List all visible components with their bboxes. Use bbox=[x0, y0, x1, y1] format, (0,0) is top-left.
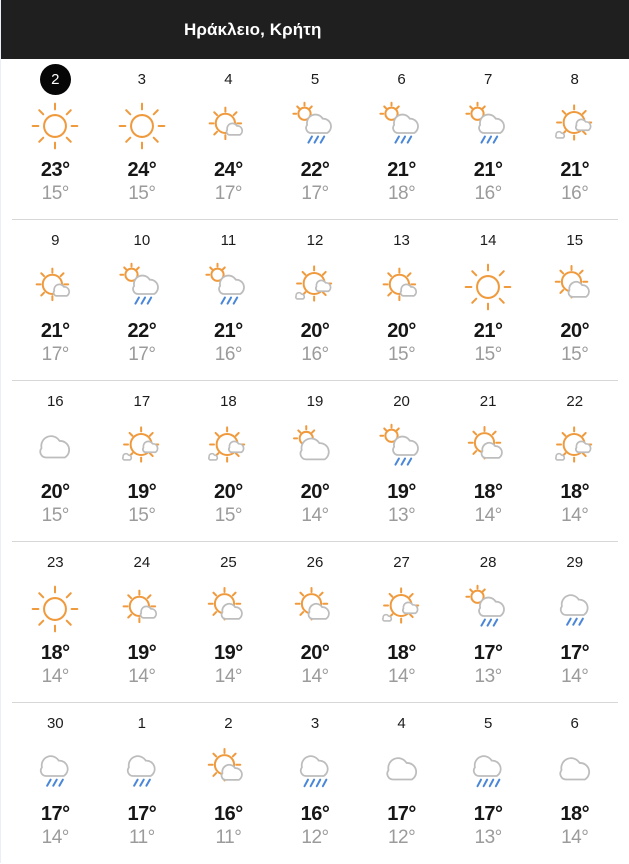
low-temperature: 16° bbox=[474, 183, 502, 204]
high-temperature: 18° bbox=[473, 481, 503, 503]
weather-icon-slot bbox=[374, 581, 430, 637]
day-number-wrap bbox=[126, 547, 157, 578]
day-number: 1 bbox=[137, 715, 147, 732]
day-cell[interactable] bbox=[358, 381, 445, 541]
day-number-wrap bbox=[473, 225, 504, 256]
day-number: 26 bbox=[306, 554, 324, 571]
low-temperature: 11° bbox=[215, 827, 242, 848]
low-temperature: 14° bbox=[301, 666, 329, 687]
sun-clouds-icon bbox=[200, 420, 256, 476]
day-cell[interactable] bbox=[531, 220, 618, 380]
sun-icon bbox=[27, 98, 83, 154]
weather-icon-slot bbox=[547, 259, 603, 315]
weather-icon-slot bbox=[460, 98, 516, 154]
day-number: 12 bbox=[306, 232, 324, 249]
day-cell[interactable] bbox=[445, 381, 532, 541]
heavy-rain-icon bbox=[287, 742, 343, 798]
day-number: 23 bbox=[46, 554, 64, 571]
sun-cloud-icon bbox=[547, 259, 603, 315]
high-temperature: 16° bbox=[214, 803, 243, 825]
low-temperature: 14° bbox=[561, 505, 589, 526]
day-number-wrap bbox=[213, 547, 244, 578]
cloud-sun-icon bbox=[287, 420, 343, 476]
day-cell[interactable] bbox=[531, 542, 618, 702]
sun-icon bbox=[460, 259, 516, 315]
day-number-wrap bbox=[386, 708, 417, 739]
high-temperature: 22° bbox=[300, 159, 330, 181]
day-cell[interactable] bbox=[12, 703, 99, 864]
weather-icon-slot bbox=[287, 742, 343, 798]
low-temperature: 14° bbox=[474, 505, 502, 526]
day-number-wrap bbox=[299, 64, 330, 95]
day-cell[interactable] bbox=[445, 542, 532, 702]
low-temperature: 14° bbox=[214, 666, 243, 687]
high-temperature: 18° bbox=[387, 642, 416, 664]
high-temperature: 17° bbox=[40, 803, 70, 825]
weather-icon-slot bbox=[460, 742, 516, 798]
weather-icon-slot bbox=[287, 259, 343, 315]
high-temperature: 20° bbox=[300, 481, 330, 503]
weather-icon-slot bbox=[374, 742, 430, 798]
weather-icon-slot bbox=[27, 420, 83, 476]
day-cell[interactable] bbox=[272, 59, 359, 219]
day-cell[interactable] bbox=[531, 381, 618, 541]
day-number-wrap bbox=[299, 386, 330, 417]
partly-sunny-icon bbox=[374, 259, 430, 315]
day-number: 4 bbox=[397, 715, 406, 732]
high-temperature: 19° bbox=[127, 481, 157, 503]
sun-cloud-icon bbox=[200, 581, 256, 637]
low-temperature: 15° bbox=[561, 344, 589, 365]
sun-cloud-icon bbox=[200, 742, 256, 798]
weather-icon-slot bbox=[374, 98, 430, 154]
day-number-wrap bbox=[40, 225, 71, 256]
day-cell[interactable] bbox=[272, 542, 359, 702]
day-cell[interactable] bbox=[99, 542, 186, 702]
day-number: 14 bbox=[479, 232, 497, 249]
low-temperature: 17° bbox=[128, 344, 156, 365]
day-number-wrap bbox=[213, 708, 244, 739]
low-temperature: 15° bbox=[474, 344, 502, 365]
low-temperature: 12° bbox=[387, 827, 416, 848]
partly-sunny-icon bbox=[27, 259, 83, 315]
heavy-rain-icon bbox=[460, 742, 516, 798]
sun-cloud-icon bbox=[460, 420, 516, 476]
day-number: 6 bbox=[570, 715, 579, 732]
day-number: 29 bbox=[566, 554, 584, 571]
day-number: 18 bbox=[220, 393, 237, 410]
calendar-grid bbox=[1, 59, 629, 864]
cloud-icon bbox=[547, 742, 603, 798]
weather-icon-slot bbox=[114, 98, 170, 154]
day-number: 6 bbox=[397, 71, 406, 88]
high-temperature: 20° bbox=[300, 320, 330, 342]
day-cell[interactable] bbox=[12, 59, 99, 219]
weather-icon-slot bbox=[114, 259, 170, 315]
day-cell[interactable] bbox=[99, 703, 186, 864]
day-cell[interactable] bbox=[12, 542, 99, 702]
sun-rain-icon bbox=[374, 420, 430, 476]
sun-rain-icon bbox=[374, 98, 430, 154]
high-temperature: 21° bbox=[40, 320, 70, 342]
day-number-wrap bbox=[126, 225, 157, 256]
day-number: 10 bbox=[133, 232, 151, 249]
weather-icon-slot bbox=[27, 98, 83, 154]
weather-icon-slot bbox=[114, 581, 170, 637]
sun-rain-icon bbox=[114, 259, 170, 315]
day-cell[interactable] bbox=[185, 703, 272, 864]
low-temperature: 14° bbox=[128, 666, 156, 687]
high-temperature: 17° bbox=[473, 803, 503, 825]
sun-cloud-icon bbox=[287, 581, 343, 637]
low-temperature: 15° bbox=[128, 505, 156, 526]
day-number: 2 bbox=[40, 64, 71, 95]
low-temperature: 14° bbox=[301, 505, 329, 526]
weather-icon-slot bbox=[200, 581, 256, 637]
high-temperature: 24° bbox=[214, 159, 243, 181]
day-number-wrap bbox=[386, 386, 417, 417]
day-number: 27 bbox=[393, 554, 410, 571]
low-temperature: 16° bbox=[214, 344, 243, 365]
high-temperature: 17° bbox=[387, 803, 416, 825]
day-cell[interactable] bbox=[99, 59, 186, 219]
day-number: 28 bbox=[479, 554, 497, 571]
weather-icon-slot bbox=[27, 742, 83, 798]
high-temperature: 19° bbox=[127, 642, 157, 664]
partly-sunny-icon bbox=[200, 98, 256, 154]
low-temperature: 13° bbox=[474, 666, 502, 687]
day-cell[interactable] bbox=[12, 381, 99, 541]
day-number: 16 bbox=[46, 393, 64, 410]
high-temperature: 20° bbox=[300, 642, 330, 664]
high-temperature: 22° bbox=[127, 320, 157, 342]
week-row bbox=[12, 703, 618, 864]
weather-icon-slot bbox=[200, 259, 256, 315]
rain-icon bbox=[27, 742, 83, 798]
low-temperature: 18° bbox=[387, 183, 416, 204]
low-temperature: 16° bbox=[301, 344, 329, 365]
high-temperature: 18° bbox=[560, 481, 590, 503]
day-cell[interactable] bbox=[185, 542, 272, 702]
sun-clouds-icon bbox=[547, 420, 603, 476]
day-number: 24 bbox=[133, 554, 151, 571]
day-number-wrap bbox=[559, 547, 590, 578]
high-temperature: 19° bbox=[387, 481, 416, 503]
day-number: 11 bbox=[220, 232, 237, 249]
day-number: 4 bbox=[224, 71, 233, 88]
sun-rain-icon bbox=[200, 259, 256, 315]
day-cell[interactable] bbox=[185, 381, 272, 541]
weather-icon-slot bbox=[200, 420, 256, 476]
high-temperature: 21° bbox=[387, 159, 416, 181]
high-temperature: 20° bbox=[560, 320, 590, 342]
high-temperature: 21° bbox=[560, 159, 590, 181]
day-number: 2 bbox=[224, 715, 233, 732]
low-temperature: 14° bbox=[41, 666, 69, 687]
day-number: 5 bbox=[310, 71, 320, 88]
weather-icon-slot bbox=[460, 420, 516, 476]
sun-clouds-icon bbox=[287, 259, 343, 315]
high-temperature: 21° bbox=[214, 320, 243, 342]
day-number-wrap bbox=[299, 708, 330, 739]
day-cell[interactable] bbox=[185, 59, 272, 219]
high-temperature: 20° bbox=[387, 320, 416, 342]
high-temperature: 21° bbox=[473, 159, 503, 181]
weather-icon-slot bbox=[547, 581, 603, 637]
day-cell[interactable] bbox=[185, 220, 272, 380]
weather-icon-slot bbox=[27, 581, 83, 637]
low-temperature: 15° bbox=[41, 183, 69, 204]
weather-icon-slot bbox=[287, 98, 343, 154]
high-temperature: 18° bbox=[40, 642, 70, 664]
day-number-wrap bbox=[40, 547, 71, 578]
day-number-wrap bbox=[559, 708, 590, 739]
day-number-wrap bbox=[126, 386, 157, 417]
cloud-icon bbox=[374, 742, 430, 798]
low-temperature: 15° bbox=[214, 505, 243, 526]
day-cell[interactable] bbox=[12, 220, 99, 380]
high-temperature: 21° bbox=[473, 320, 503, 342]
app-header bbox=[1, 0, 629, 59]
day-number-wrap bbox=[559, 386, 590, 417]
day-number: 3 bbox=[310, 715, 320, 732]
weather-icon-slot bbox=[547, 98, 603, 154]
day-number: 22 bbox=[566, 393, 584, 410]
low-temperature: 14° bbox=[561, 666, 589, 687]
day-number-wrap bbox=[213, 225, 244, 256]
high-temperature: 16° bbox=[300, 803, 330, 825]
day-cell[interactable] bbox=[445, 220, 532, 380]
day-number: 20 bbox=[393, 393, 410, 410]
day-number-wrap bbox=[40, 708, 71, 739]
week-row bbox=[12, 381, 618, 542]
weather-icon-slot bbox=[200, 98, 256, 154]
high-temperature: 24° bbox=[127, 159, 157, 181]
week-row bbox=[12, 220, 618, 381]
weather-icon-slot bbox=[200, 742, 256, 798]
day-number: 7 bbox=[483, 71, 493, 88]
day-cell[interactable] bbox=[531, 59, 618, 219]
day-number: 30 bbox=[46, 715, 64, 732]
rain-icon bbox=[114, 742, 170, 798]
day-number-wrap bbox=[299, 225, 330, 256]
weather-icon-slot bbox=[374, 259, 430, 315]
sun-icon bbox=[114, 98, 170, 154]
low-temperature: 14° bbox=[387, 666, 416, 687]
low-temperature: 17° bbox=[41, 344, 69, 365]
low-temperature: 13° bbox=[387, 505, 416, 526]
day-number-wrap bbox=[386, 547, 417, 578]
day-cell[interactable] bbox=[99, 381, 186, 541]
low-temperature: 14° bbox=[41, 827, 69, 848]
day-number: 25 bbox=[220, 554, 237, 571]
day-cell[interactable] bbox=[531, 703, 618, 864]
day-number-wrap bbox=[40, 386, 71, 417]
day-number-wrap bbox=[473, 386, 504, 417]
day-number: 5 bbox=[483, 715, 493, 732]
day-cell[interactable] bbox=[358, 542, 445, 702]
day-number-wrap bbox=[386, 225, 417, 256]
day-cell[interactable] bbox=[99, 220, 186, 380]
day-number-wrap bbox=[473, 708, 504, 739]
day-number: 19 bbox=[306, 393, 324, 410]
low-temperature: 15° bbox=[41, 505, 69, 526]
low-temperature: 11° bbox=[128, 827, 155, 848]
weather-icon-slot bbox=[547, 420, 603, 476]
day-number: 9 bbox=[51, 232, 60, 249]
day-number-wrap bbox=[213, 64, 244, 95]
sun-clouds-icon bbox=[374, 581, 430, 637]
day-number: 17 bbox=[133, 393, 151, 410]
sun-rain-icon bbox=[460, 581, 516, 637]
day-number-wrap bbox=[473, 547, 504, 578]
day-number-wrap bbox=[299, 547, 330, 578]
weather-icon-slot bbox=[287, 420, 343, 476]
sun-rain-icon bbox=[287, 98, 343, 154]
day-number-wrap bbox=[559, 225, 590, 256]
page-title: Ηράκλειο, Κρήτη bbox=[184, 19, 322, 39]
low-temperature: 13° bbox=[474, 827, 502, 848]
day-number-wrap bbox=[40, 64, 71, 95]
high-temperature: 23° bbox=[40, 159, 70, 181]
weather-icon-slot bbox=[460, 581, 516, 637]
day-number-wrap bbox=[386, 64, 417, 95]
sun-clouds-icon bbox=[114, 420, 170, 476]
low-temperature: 12° bbox=[301, 827, 329, 848]
high-temperature: 20° bbox=[214, 481, 243, 503]
day-number: 13 bbox=[393, 232, 410, 249]
day-number-wrap bbox=[559, 64, 590, 95]
week-row bbox=[12, 59, 618, 220]
day-number: 21 bbox=[479, 393, 497, 410]
day-cell[interactable] bbox=[272, 381, 359, 541]
day-number: 8 bbox=[570, 71, 579, 88]
partly-sunny-icon bbox=[114, 581, 170, 637]
weather-icon-slot bbox=[114, 420, 170, 476]
low-temperature: 16° bbox=[561, 183, 589, 204]
low-temperature: 15° bbox=[387, 344, 416, 365]
high-temperature: 17° bbox=[127, 803, 157, 825]
weather-icon-slot bbox=[374, 420, 430, 476]
high-temperature: 18° bbox=[560, 803, 590, 825]
high-temperature: 19° bbox=[214, 642, 243, 664]
rain-icon bbox=[547, 581, 603, 637]
weather-icon-slot bbox=[460, 259, 516, 315]
low-temperature: 17° bbox=[301, 183, 329, 204]
day-number-wrap bbox=[126, 708, 157, 739]
week-row bbox=[12, 542, 618, 703]
day-cell[interactable] bbox=[445, 59, 532, 219]
weather-icon-slot bbox=[287, 581, 343, 637]
low-temperature: 17° bbox=[214, 183, 243, 204]
day-cell[interactable] bbox=[358, 703, 445, 864]
day-number-wrap bbox=[473, 64, 504, 95]
sun-icon bbox=[27, 581, 83, 637]
day-cell[interactable] bbox=[358, 59, 445, 219]
cloud-icon bbox=[27, 420, 83, 476]
day-number-wrap bbox=[213, 386, 244, 417]
low-temperature: 14° bbox=[561, 827, 589, 848]
day-number-wrap bbox=[126, 64, 157, 95]
high-temperature: 20° bbox=[40, 481, 70, 503]
sun-rain-icon bbox=[460, 98, 516, 154]
weather-icon-slot bbox=[27, 259, 83, 315]
day-cell[interactable] bbox=[272, 220, 359, 380]
day-number: 3 bbox=[137, 71, 147, 88]
weather-icon-slot bbox=[114, 742, 170, 798]
high-temperature: 17° bbox=[560, 642, 590, 664]
low-temperature: 15° bbox=[128, 183, 156, 204]
weather-icon-slot bbox=[547, 742, 603, 798]
day-cell[interactable] bbox=[358, 220, 445, 380]
day-cell[interactable] bbox=[272, 703, 359, 864]
sun-clouds-icon bbox=[547, 98, 603, 154]
day-cell[interactable] bbox=[445, 703, 532, 864]
high-temperature: 17° bbox=[473, 642, 503, 664]
day-number: 15 bbox=[566, 232, 584, 249]
